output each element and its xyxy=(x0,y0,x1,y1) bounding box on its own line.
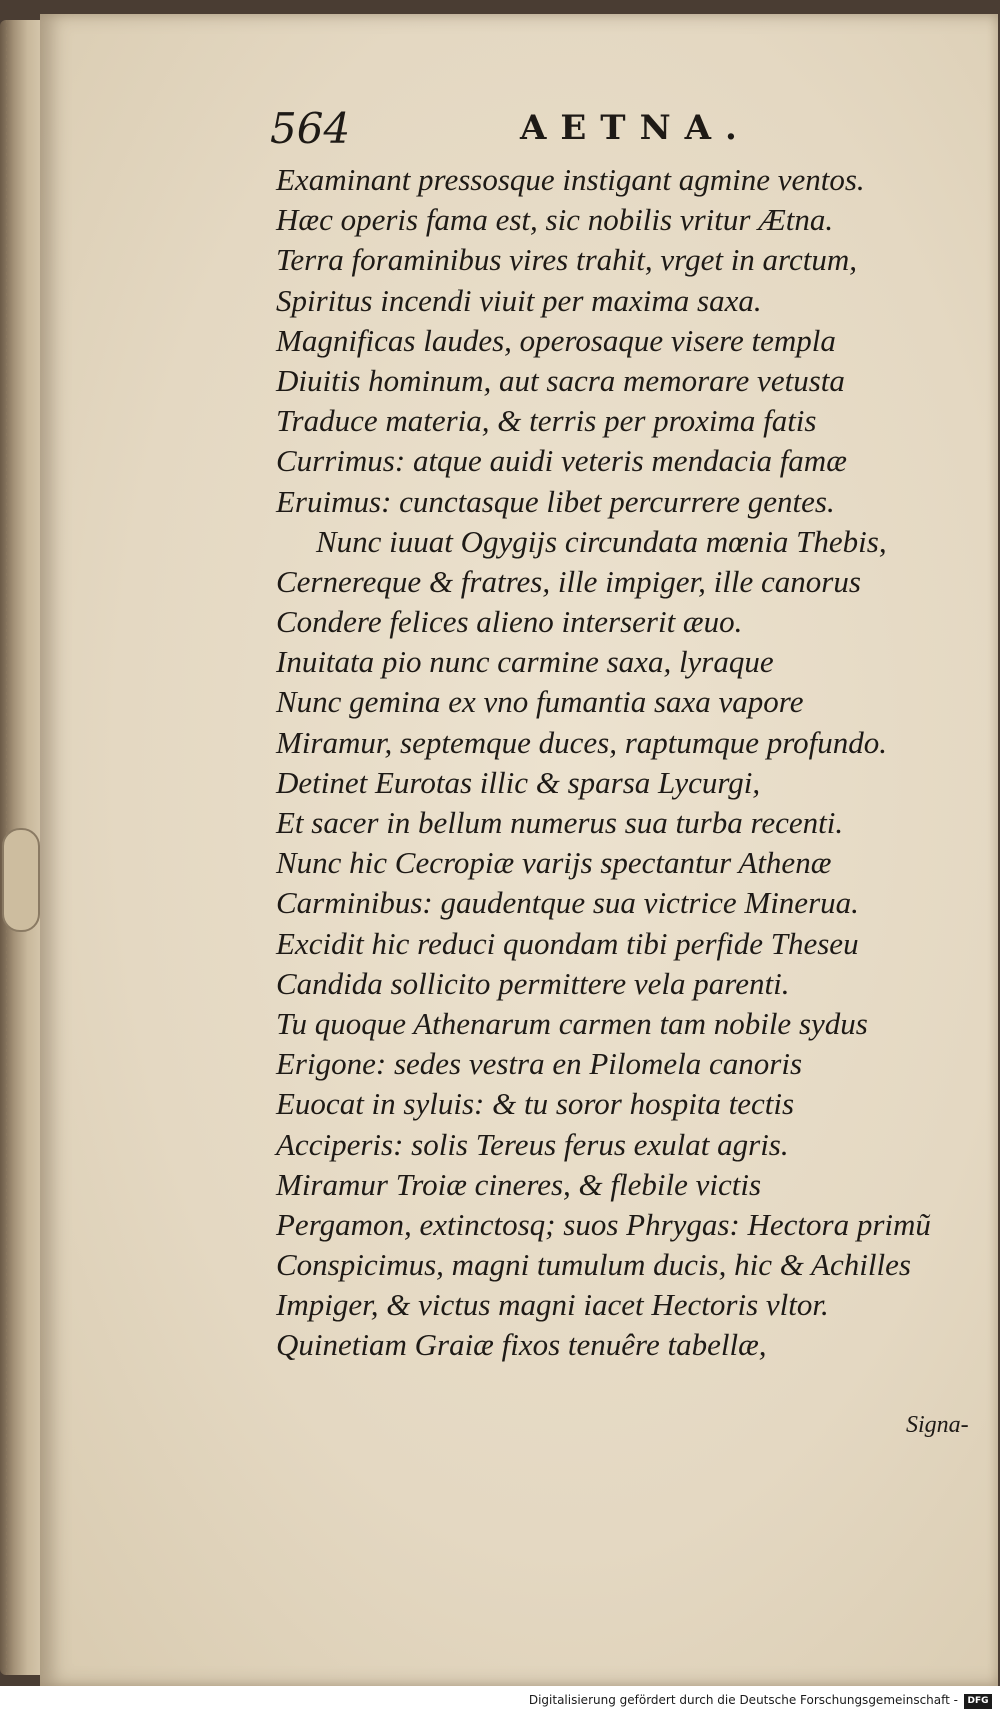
verse-line: Miramur Troiæ cineres, & flebile victis xyxy=(276,1166,762,1202)
verse-line: Quinetiam Graiæ fixos tenuêre tabellæ, xyxy=(276,1327,767,1363)
verse-line: Nunc gemina ex vno fumantia saxa vapore xyxy=(276,684,804,720)
verse-line: Nunc iuuat Ogygijs circundata mœnia Thebis, xyxy=(316,523,887,559)
verse-line: Examinant pressosque instigant agmine ventos. xyxy=(276,162,865,197)
verse-line: Hæc operis fama est, sic nobilis vritur Ætna. xyxy=(276,202,834,238)
verse-line: Nunc hic Cecropiæ varijs spectantur Athenæ xyxy=(276,845,832,881)
page-number: 564 xyxy=(270,104,351,153)
verse-line: Miramur, septemque duces, raptumque profundo. xyxy=(276,724,888,760)
catchword: Signa- xyxy=(906,1412,969,1438)
verse-line: Currimus: atque auidi veteris mendacia famæ xyxy=(276,443,847,479)
verse-text-block xyxy=(276,160,976,1366)
verse-line: Erigone: sedes vestra en Pilomela canoris xyxy=(276,1046,803,1082)
verse-line: Euocat in syluis: & tu soror hospita tectis xyxy=(276,1086,795,1122)
verse-line: Terra foraminibus vires trahit, vrget in arctum, xyxy=(276,242,857,278)
verse-line: Impiger, & victus magni iacet Hectoris vltor. xyxy=(276,1287,829,1323)
running-title: AETNA. xyxy=(520,108,751,148)
verse-line: Cernereque & fratres, ille impiger, ille canorus xyxy=(276,563,861,599)
verse-line: Condere felices alieno interserit æuo. xyxy=(276,604,743,640)
verse-line: Eruimus: cunctasque libet percurrere gentes. xyxy=(276,483,835,519)
page-header xyxy=(270,104,790,158)
verse-line: Carminibus: gaudentque sua victrice Minerua. xyxy=(276,885,859,921)
verse-line: Acciperis: solis Tereus ferus exulat agris. xyxy=(276,1126,789,1162)
verse-line: Et sacer in bellum numerus sua turba recenti. xyxy=(276,805,844,840)
verse-line: Magnificas laudes, operosaque visere templa xyxy=(276,322,836,358)
verse-line: Tu quoque Athenarum carmen tam nobile sydus xyxy=(276,1005,868,1041)
book-clasp xyxy=(2,828,40,932)
verse-line: Conspicimus, magni tumulum ducis, hic & Achilles xyxy=(276,1247,911,1283)
verse-line: Excidit hic reduci quondam tibi perfide Theseu xyxy=(276,925,859,961)
footer-bar xyxy=(0,1686,1000,1718)
verse-line: Inuitata pio nunc carmine saxa, lyraque xyxy=(276,644,774,680)
dfg-logo-icon: DFG xyxy=(964,1694,992,1709)
verse-line: Pergamon, extinctosq; suos Phrygas: Hectora primũ xyxy=(276,1206,931,1242)
verse-line: Spiritus incendi viuit per maxima saxa. xyxy=(276,282,762,318)
verse-line: Candida sollicito permittere vela parenti. xyxy=(276,965,790,1001)
verse-line: Traduce materia, & terris per proxima fatis xyxy=(276,403,817,439)
verse-line: Detinet Eurotas illic & sparsa Lycurgi, xyxy=(276,764,761,800)
verse-line: Diuitis hominum, aut sacra memorare vetusta xyxy=(276,362,845,398)
footer-credit: Digitalisierung gefördert durch die Deutsche Forschungsgemeinschaft - xyxy=(528,1693,958,1707)
